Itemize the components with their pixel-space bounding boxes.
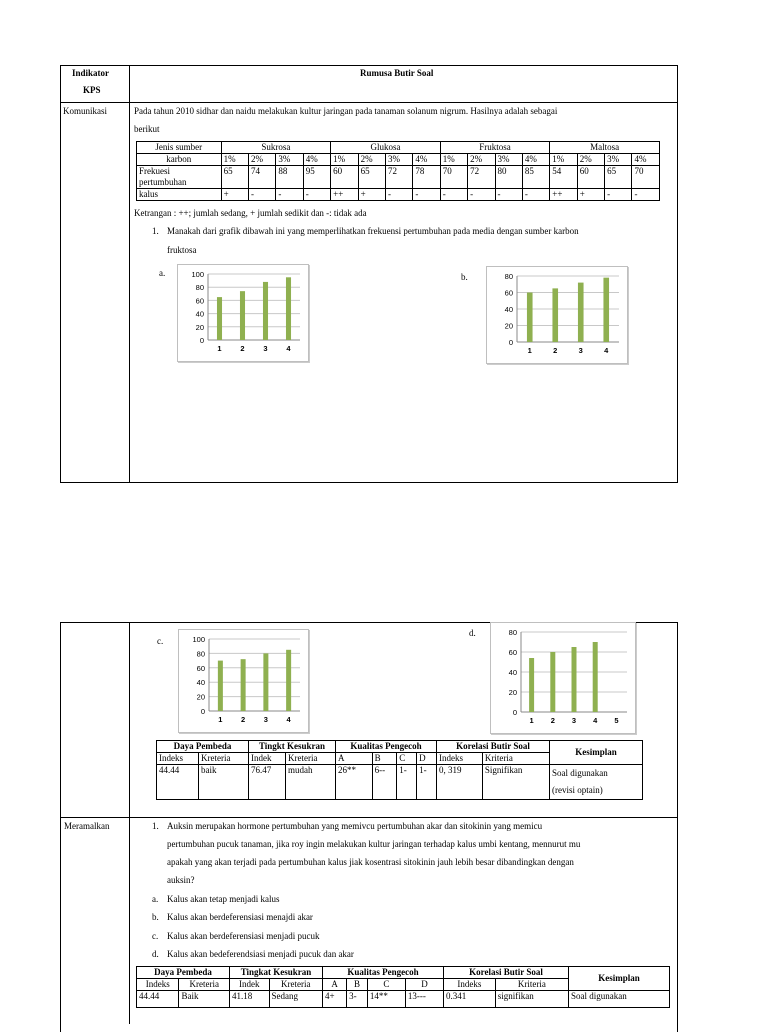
- val-kreteria-2: Sedang: [269, 991, 322, 1008]
- y-tick-label: 40: [195, 309, 204, 319]
- bar: [241, 659, 246, 711]
- chart-d: [490, 622, 636, 734]
- bar: [552, 288, 558, 342]
- header-kualitas-pengecoh: Kualitas Pengecoh: [336, 741, 437, 753]
- conc-cell: 3%: [385, 154, 412, 166]
- val-indeks-2: 0, 319: [437, 765, 483, 800]
- option-a-label: a.: [159, 268, 166, 278]
- page2-row-divider: [60, 817, 678, 818]
- val-kreteria-2: mudah: [285, 765, 335, 800]
- val-kriteria: signifikan: [495, 991, 568, 1008]
- val-kesimpulan: Soal digunakan (revisi optain): [550, 765, 643, 800]
- x-tick-label: 3: [263, 715, 268, 724]
- x-tick-label: 2: [553, 346, 558, 355]
- val-d: 13---: [405, 991, 443, 1008]
- y-tick-label: 80: [195, 283, 204, 293]
- sub-a: A: [336, 753, 373, 765]
- freq-cell: 60: [577, 166, 604, 189]
- chart-b: [486, 266, 628, 364]
- kalus-cell: -: [468, 189, 495, 201]
- val-indek: 41.18: [230, 991, 270, 1008]
- chart-svg: [491, 623, 635, 733]
- val-indeks: 44.44: [137, 991, 179, 1008]
- header-korelasi: Korelasi Butir Soal: [437, 741, 550, 753]
- chart-c: [178, 629, 309, 733]
- sub-kriteria: Kriteria: [482, 753, 549, 765]
- freq-cell: 70: [632, 166, 660, 189]
- y-tick-label: 60: [504, 288, 513, 298]
- sub-a: A: [323, 979, 347, 991]
- conc-cell: 3%: [276, 154, 303, 166]
- freq-cell: 65: [221, 166, 248, 189]
- header-indikator: Indikator: [72, 68, 110, 78]
- sub-c: C: [397, 753, 417, 765]
- val-kriteria: Signifikan: [482, 765, 549, 800]
- y-tick-label: 60: [196, 663, 205, 673]
- row-label-jenis: Jenis sumber: [137, 142, 222, 154]
- header-kesimpulan: Kesimplan: [569, 967, 670, 991]
- y-tick-label: 40: [504, 305, 513, 314]
- bar: [217, 297, 222, 340]
- chart-svg: [179, 630, 308, 732]
- chart-a: [177, 264, 309, 362]
- val-indeks-2: 0.341: [444, 991, 496, 1008]
- val-kesimpulan: Soal digunakan: [569, 991, 670, 1008]
- conc-cell: 1%: [440, 154, 467, 166]
- y-tick-label: 0: [508, 338, 513, 347]
- header-daya-pembeda: Daya Pembeda: [157, 741, 249, 753]
- x-tick-label: 3: [578, 346, 583, 355]
- page2-column-divider: [129, 622, 130, 1024]
- y-tick-label: 20: [196, 692, 205, 702]
- val-kreteria: baik: [199, 765, 249, 800]
- y-tick-label: 80: [508, 628, 517, 637]
- bar: [286, 277, 291, 340]
- x-tick-label: 4: [593, 716, 598, 725]
- header-korelasi: Korelasi Butir Soal: [444, 967, 569, 979]
- chart-svg: [487, 267, 627, 363]
- x-tick-label: 3: [263, 344, 268, 353]
- bar: [263, 653, 268, 711]
- sub-indek: Indek: [249, 753, 286, 765]
- page1-header-divider: [60, 102, 678, 103]
- bar: [572, 647, 577, 712]
- kalus-cell: -: [632, 189, 660, 201]
- sub-kreteria: Kreteria: [179, 979, 230, 991]
- header-kps: KPS: [83, 85, 101, 95]
- freq-cell: 54: [550, 166, 577, 189]
- val-indek: 76.47: [249, 765, 286, 800]
- y-tick-label: 100: [192, 635, 205, 644]
- sub-indek: Indek: [230, 979, 270, 991]
- kalus-cell: -: [605, 189, 632, 201]
- x-tick-label: 2: [241, 715, 246, 724]
- y-tick-label: 40: [196, 678, 205, 688]
- val-c: 1-: [397, 765, 417, 800]
- q2-line-2: pertumbuhan pucuk tanaman, jika roy ingin melakukan kultur jaringan terhadap kalus umbi kentang, mennurut mu: [167, 839, 581, 849]
- conc-cell: 2%: [577, 154, 604, 166]
- kalus-row: [137, 189, 660, 201]
- freq-cell: 80: [495, 166, 522, 189]
- freq-cell: 78: [413, 166, 440, 189]
- header-daya-pembeda: Daya Pembeda: [137, 967, 230, 979]
- question-line-1: Manakah dari grafik dibawah ini yang memperlihatkan frekuensi pertumbuhan pada media dengan sumber karbon: [167, 226, 579, 236]
- kalus-cell: -: [276, 189, 303, 201]
- group-maltosa: Maltosa: [550, 142, 660, 154]
- answer-a-key: a.: [152, 894, 159, 904]
- sub-kreteria-2: Kreteria: [285, 753, 335, 765]
- concentration-row: [137, 154, 660, 166]
- sub-kreteria-2: Kreteria: [269, 979, 322, 991]
- freq-cell: 65: [358, 166, 385, 189]
- freq-cell: 70: [440, 166, 467, 189]
- kalus-cell: -: [249, 189, 276, 201]
- group-sukrosa: Sukrosa: [221, 142, 331, 154]
- sub-indeks-2: Indeks: [444, 979, 496, 991]
- option-d-label: d.: [469, 628, 476, 638]
- header-kualitas-pengecoh: Kualitas Pengecoh: [323, 967, 444, 979]
- header-tingkat-kesukaran: Tingkt Kesukran: [249, 741, 336, 753]
- val-c: 14**: [367, 991, 405, 1008]
- y-tick-label: 20: [504, 321, 513, 331]
- y-tick-label: 60: [195, 296, 204, 306]
- conc-cell: 3%: [495, 154, 522, 166]
- y-tick-label: 0: [199, 336, 204, 345]
- conc-cell: 1%: [221, 154, 248, 166]
- row-label-frekuesi: Frekuesi pertumbuhan: [137, 166, 222, 189]
- row-label-kalus: kalus: [137, 189, 222, 201]
- answer-b-text: Kalus akan berdeferensiasi menajdi akar: [167, 912, 313, 922]
- freq-cell: 85: [522, 166, 549, 189]
- x-tick-label: 4: [286, 344, 291, 353]
- y-tick-label: 0: [200, 707, 205, 716]
- kalus-cell: -: [385, 189, 412, 201]
- bar: [286, 650, 291, 711]
- answer-d-text: Kalus akan bedeferendsiasi menjadi pucuk dan akar: [167, 949, 354, 959]
- val-b: 3-: [347, 991, 368, 1008]
- bar: [240, 291, 245, 340]
- val-a: 4+: [323, 991, 347, 1008]
- sub-b: B: [372, 753, 397, 765]
- answer-b-key: b.: [152, 912, 159, 922]
- x-tick-label: 5: [614, 716, 619, 725]
- sub-kriteria: Kriteria: [495, 979, 568, 991]
- sub-indeks-2: Indeks: [437, 753, 483, 765]
- kalus-cell: ++: [550, 189, 577, 201]
- freq-cell: 72: [468, 166, 495, 189]
- group-glukosa: Glukosa: [331, 142, 441, 154]
- question-number: 1.: [152, 226, 159, 236]
- sub-b: B: [347, 979, 368, 991]
- row-label-karbon: karbon: [137, 154, 222, 166]
- kalus-cell: ++: [331, 189, 358, 201]
- answer-d-key: d.: [152, 949, 159, 959]
- freq-cell: 60: [331, 166, 358, 189]
- q2-line-1: Auksin merupakan hormone pertumbuhan yang memivcu pertumbuhan akar dan sitokinin yang memicu: [167, 821, 543, 831]
- sub-indeks: Indeks: [137, 979, 179, 991]
- intro-line-1: Pada tahun 2010 sidhar dan naidu melakukan kultur jaringan pada tanaman solanum nigrum. Hasilnya adalah sebagai: [134, 106, 558, 116]
- conc-cell: 3%: [605, 154, 632, 166]
- y-tick-label: 0: [512, 708, 517, 717]
- x-tick-label: 2: [240, 344, 245, 353]
- freq-cell: 72: [385, 166, 412, 189]
- question-line-2: fruktosa: [167, 245, 197, 255]
- x-tick-label: 1: [218, 715, 223, 724]
- kalus-cell: -: [495, 189, 522, 201]
- conc-cell: 2%: [249, 154, 276, 166]
- header-rumusa: Rumusa Butir Soal: [360, 68, 434, 78]
- kalus-cell: -: [522, 189, 549, 201]
- conc-cell: 4%: [522, 154, 549, 166]
- kalus-cell: -: [413, 189, 440, 201]
- page1-column-divider: [129, 65, 130, 483]
- sub-indeks: Indeks: [157, 753, 199, 765]
- answer-a-text: Kalus akan tetap menjadi kalus: [167, 894, 280, 904]
- sub-d: D: [417, 753, 437, 765]
- x-tick-label: 1: [529, 716, 534, 725]
- freq-cell: 88: [276, 166, 303, 189]
- answer-c-key: c.: [152, 931, 159, 941]
- val-a: 26**: [336, 765, 373, 800]
- indicator-komunikasi: Komunikasi: [63, 106, 107, 116]
- y-tick-label: 60: [508, 648, 517, 657]
- bar: [578, 283, 584, 342]
- y-tick-label: 100: [191, 270, 204, 279]
- carbon-source-table: [136, 141, 660, 201]
- option-c-label: c.: [157, 636, 164, 646]
- bar: [218, 661, 223, 711]
- chart-svg: [178, 265, 308, 361]
- bar: [527, 293, 533, 343]
- conc-cell: 1%: [331, 154, 358, 166]
- bar: [593, 642, 598, 712]
- sub-c: C: [367, 979, 405, 991]
- x-tick-label: 1: [217, 344, 222, 353]
- bar: [529, 658, 534, 712]
- indicator-meramalkan: Meramalkan: [64, 821, 110, 831]
- kalus-cell: -: [440, 189, 467, 201]
- kalus-cell: +: [358, 189, 385, 201]
- bar: [550, 652, 555, 712]
- q2-line-4: auksin?: [167, 875, 195, 885]
- header-kesimpulan: Kesimplan: [550, 741, 643, 765]
- conc-cell: 2%: [468, 154, 495, 166]
- frequency-row: [137, 166, 660, 189]
- y-tick-label: 20: [508, 688, 517, 697]
- x-tick-label: 2: [550, 716, 555, 725]
- val-d: 1-: [417, 765, 437, 800]
- y-tick-label: 20: [195, 322, 204, 332]
- x-tick-label: 4: [286, 715, 291, 724]
- sub-d: D: [405, 979, 443, 991]
- val-b: 6--: [372, 765, 397, 800]
- item-analysis-table-2: [136, 966, 670, 1008]
- x-tick-label: 1: [527, 346, 532, 355]
- answer-c-text: Kalus akan berdeferensiasi menjadi pucuk: [167, 931, 320, 941]
- item-analysis-table-1: [156, 740, 643, 800]
- val-kreteria: Baik: [179, 991, 230, 1008]
- y-tick-label: 80: [196, 649, 205, 659]
- kalus-cell: +: [221, 189, 248, 201]
- option-b-label: b.: [461, 272, 468, 282]
- sub-kreteria: Kreteria: [199, 753, 249, 765]
- freq-cell: 65: [605, 166, 632, 189]
- bar: [263, 282, 268, 340]
- kalus-cell: -: [303, 189, 330, 201]
- kalus-cell: +: [577, 189, 604, 201]
- freq-cell: 95: [303, 166, 330, 189]
- q2-number: 1.: [152, 821, 159, 831]
- conc-cell: 4%: [413, 154, 440, 166]
- header-tingkat-kesukaran: Tingkat Kesukran: [230, 967, 323, 979]
- y-tick-label: 40: [508, 668, 517, 677]
- y-tick-label: 80: [504, 272, 513, 281]
- conc-cell: 4%: [632, 154, 660, 166]
- freq-cell: 74: [249, 166, 276, 189]
- bar: [603, 278, 609, 342]
- conc-cell: 1%: [550, 154, 577, 166]
- q2-line-3: apakah yang akan terjadi pada pertumbuhan kalus jiak kosentrasi sitokinin jauh lebih besar dibandingkan dengan: [167, 857, 574, 867]
- table-note: Ketrangan : ++; jumlah sedang, + jumlah sedikit dan -: tidak ada: [134, 208, 367, 218]
- val-indeks: 44.44: [157, 765, 199, 800]
- x-tick-label: 3: [571, 716, 577, 725]
- group-fruktosa: Fruktosa: [440, 142, 550, 154]
- conc-cell: 2%: [358, 154, 385, 166]
- x-tick-label: 4: [604, 346, 609, 355]
- intro-line-2: berikut: [134, 124, 160, 134]
- conc-cell: 4%: [303, 154, 330, 166]
